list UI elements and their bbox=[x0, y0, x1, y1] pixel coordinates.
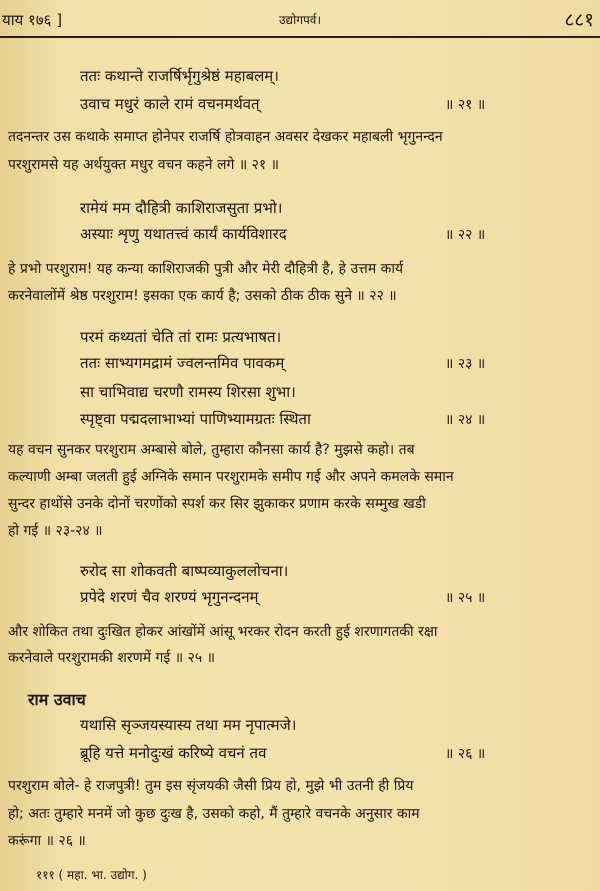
verse-23-line-1: परमं कथ्यतां चेति तां रामः प्रत्यभाषत। bbox=[80, 328, 282, 346]
translation-25-line-2: करनेवाले परशुरामकी शरणमें गई ॥ २५ ॥ bbox=[8, 650, 215, 666]
translation-22-line-2: करनेवालोंमें श्रेष्ठ परशुराम! इसका एक कार्य है; उसको ठीक ठीक सुने ॥ २२ ॥ bbox=[8, 288, 397, 304]
verse-26-number: ॥ २६ ॥ bbox=[445, 746, 486, 762]
signature-footer: १११ ( महा. भा. उद्योग. ) bbox=[36, 868, 147, 882]
verse-25-line-2: प्रपेदे शरणं चैव शरण्यं भृगुनन्दनम् bbox=[80, 588, 259, 606]
verse-24-line-2: स्पृष्ट्वा पद्मदलाभाभ्यां पाणिभ्यामग्रतः स्थिता bbox=[80, 410, 311, 428]
verse-21-number: ॥ २१ ॥ bbox=[445, 97, 486, 113]
chapter-marker: याय १७६ ] bbox=[2, 11, 63, 29]
header-rule bbox=[0, 36, 600, 38]
verse-23-line-2: ततः साभ्यगमद्रामं ज्वलन्तमिव पावकम् bbox=[80, 354, 285, 372]
running-header bbox=[0, 0, 600, 40]
translation-26-line-3: करूंगा ॥ २६ ॥ bbox=[8, 833, 86, 849]
translation-23-24-line-3: सुन्दर हाथोंसे उनके दोनों चरणोंको स्पर्श कर सिर झुकाकर प्रणाम करके सम्मुख खडी bbox=[8, 496, 426, 512]
book-title: उद्योगपर्व। bbox=[278, 13, 322, 27]
translation-26-line-1: परशुराम बोले- हे राजपुत्री! तुम इस सृंजयकी जैसी प्रिय हो, मुझे भी उतनी ही प्रिय bbox=[8, 778, 414, 794]
translation-23-24-line-2: कल्याणी अम्बा जलती हुई अग्निके समान परशुरामके समीप गई और अपने कमलके समान bbox=[8, 469, 454, 485]
verse-24-number: ॥ २४ ॥ bbox=[445, 412, 486, 428]
verse-22-line-1: रामेयं मम दौहित्री काशिराजसुता प्रभो। bbox=[80, 199, 283, 217]
verse-24-line-1: सा चाभिवाद्य चरणौ रामस्य शिरसा शुभा। bbox=[80, 383, 296, 401]
translation-26-line-2: हो; अतः तुम्हारे मनमें जो कुछ दुःख है, उसको कहो, मैं तुम्हारे वचनके अनुसार काम bbox=[8, 806, 420, 822]
translation-21-line-1: तदनन्तर उस कथाके समाप्त होनेपर राजर्षि होत्रवाहन अवसर देखकर महाबली भृगुनन्दन bbox=[8, 129, 443, 145]
translation-21-line-2: परशुरामसे यह अर्थयुक्त मधुर वचन कहने लगे ॥ २१ ॥ bbox=[8, 157, 280, 173]
verse-26-line-1: यथासि सृञ्जयस्यास्य तथा मम नृपात्मजे। bbox=[80, 716, 297, 734]
verse-21-line-2: उवाच मधुरं काले रामं वचनमर्थवत् bbox=[80, 95, 260, 113]
verse-25-line-1: रुरोद सा शोकवती बाष्पव्याकुललोचना। bbox=[80, 562, 289, 580]
translation-25-line-1: और शोकित तथा दुःखित होकर आंखोंमें आंसू भरकर रोदन करती हुई शरणागतकी रक्षा bbox=[8, 624, 438, 640]
speaker-heading: राम उवाच bbox=[28, 690, 86, 709]
verse-22-line-2: अस्याः शृणु यथातत्त्वं कार्यं कार्यविशारद bbox=[80, 225, 287, 243]
page-number: ८८१ bbox=[564, 9, 594, 31]
verse-23-number: ॥ २३ ॥ bbox=[445, 356, 486, 372]
verse-25-number: ॥ २५ ॥ bbox=[445, 590, 486, 606]
verse-26-line-2: ब्रूहि यत्ते मनोदुःखं करिष्ये वचनं तव bbox=[80, 744, 267, 762]
translation-23-24-line-4: हो गई ॥ २३-२४ ॥ bbox=[8, 523, 103, 539]
translation-23-24-line-1: यह वचन सुनकर परशुराम अम्बासे बोले, तुम्हारा कौनसा कार्य है? मुझसे कहो। तब bbox=[8, 442, 415, 458]
verse-21-line-1: ततः कथान्ते राजर्षिर्भृगुश्रेष्ठं महाबलम्। bbox=[80, 67, 279, 85]
translation-22-line-1: हे प्रभो परशुराम! यह कन्या काशिराजकी पुत्री और मेरी दौहित्री है, हे उत्तम कार्य bbox=[8, 261, 404, 277]
verse-22-number: ॥ २२ ॥ bbox=[445, 227, 486, 243]
